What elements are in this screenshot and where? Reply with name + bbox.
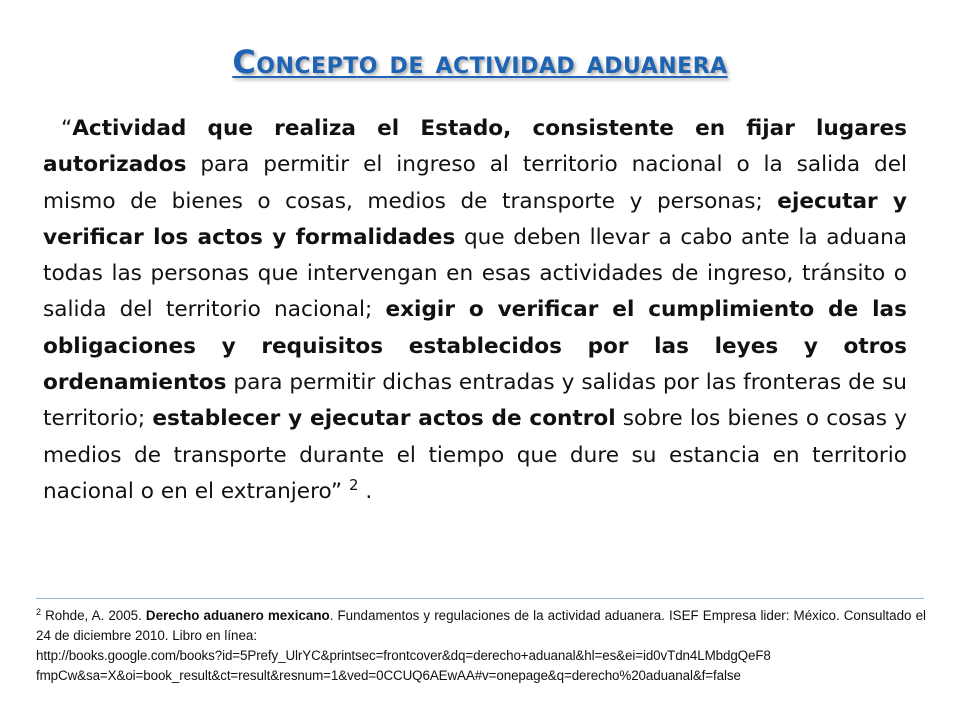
- quote-bold-1: Actividad que realiza el Estado, consistente en fijar lugares autorizados: [43, 116, 907, 178]
- slide-title: Concepto de actividad aduanera: [232, 43, 728, 81]
- quote-bold-7: establecer y ejecutar actos de control: [152, 406, 616, 432]
- footnote-url-line-1[interactable]: http://books.google.com/books?id=5Prefy_UlrYC&printsec=frontcover&dq=derecho+aduanal&hl=es&ei=id0vTdn4LMbdgQeF8: [36, 648, 771, 663]
- footnote-details: . Fundamentos y regulaciones de la actividad aduanera. ISEF Empresa lider: México. Consultado el 24 de diciembre 2010. Libro en línea:: [36, 608, 926, 643]
- footnote-url-line-2[interactable]: fmpCw&sa=X&oi=book_result&ct=result&resnum=1&ved=0CCUQ6AEwAA#v=onepage&q=derecho%20aduanal&f=false: [36, 668, 741, 683]
- quote-text-2: para permitir el ingreso al territorio nacional o la salida del mismo de bienes o cosas, medios de transporte y personas;: [43, 152, 907, 214]
- quote-text-6: para permitir dichas entradas y salidas por las fronteras de su territorio;: [43, 370, 907, 432]
- quote-end: .: [358, 478, 373, 504]
- footnote-divider: [36, 598, 924, 599]
- footnote-author: Rohde, A. 2005.: [41, 608, 146, 623]
- quote-open-mark: “: [61, 116, 73, 141]
- quote-bold-3: ejecutar y verificar los actos y formalidades: [43, 188, 907, 250]
- quote-footnote-ref: 2: [348, 475, 359, 494]
- quote-paragraph: [43, 111, 907, 510]
- quote-text-8: sobre los bienes o cosas y medios de transporte durante el tiempo que dure su estancia en territorio nacional o en el extranjero”: [43, 406, 907, 504]
- footnote-book-title: Derecho aduanero mexicano: [145, 608, 330, 623]
- quote-bold-5: exigir o verificar el cumplimiento de las obligaciones y requisitos establecidos por las leyes y otros ordenamientos: [43, 297, 907, 396]
- footnote-ref: 2: [36, 607, 42, 617]
- footnote: [36, 606, 926, 686]
- quote-text-4: que deben llevar a cabo ante la aduana todas las personas que intervengan en esas actividades de ingreso, tránsito o salida del territorio nacional;: [43, 224, 907, 323]
